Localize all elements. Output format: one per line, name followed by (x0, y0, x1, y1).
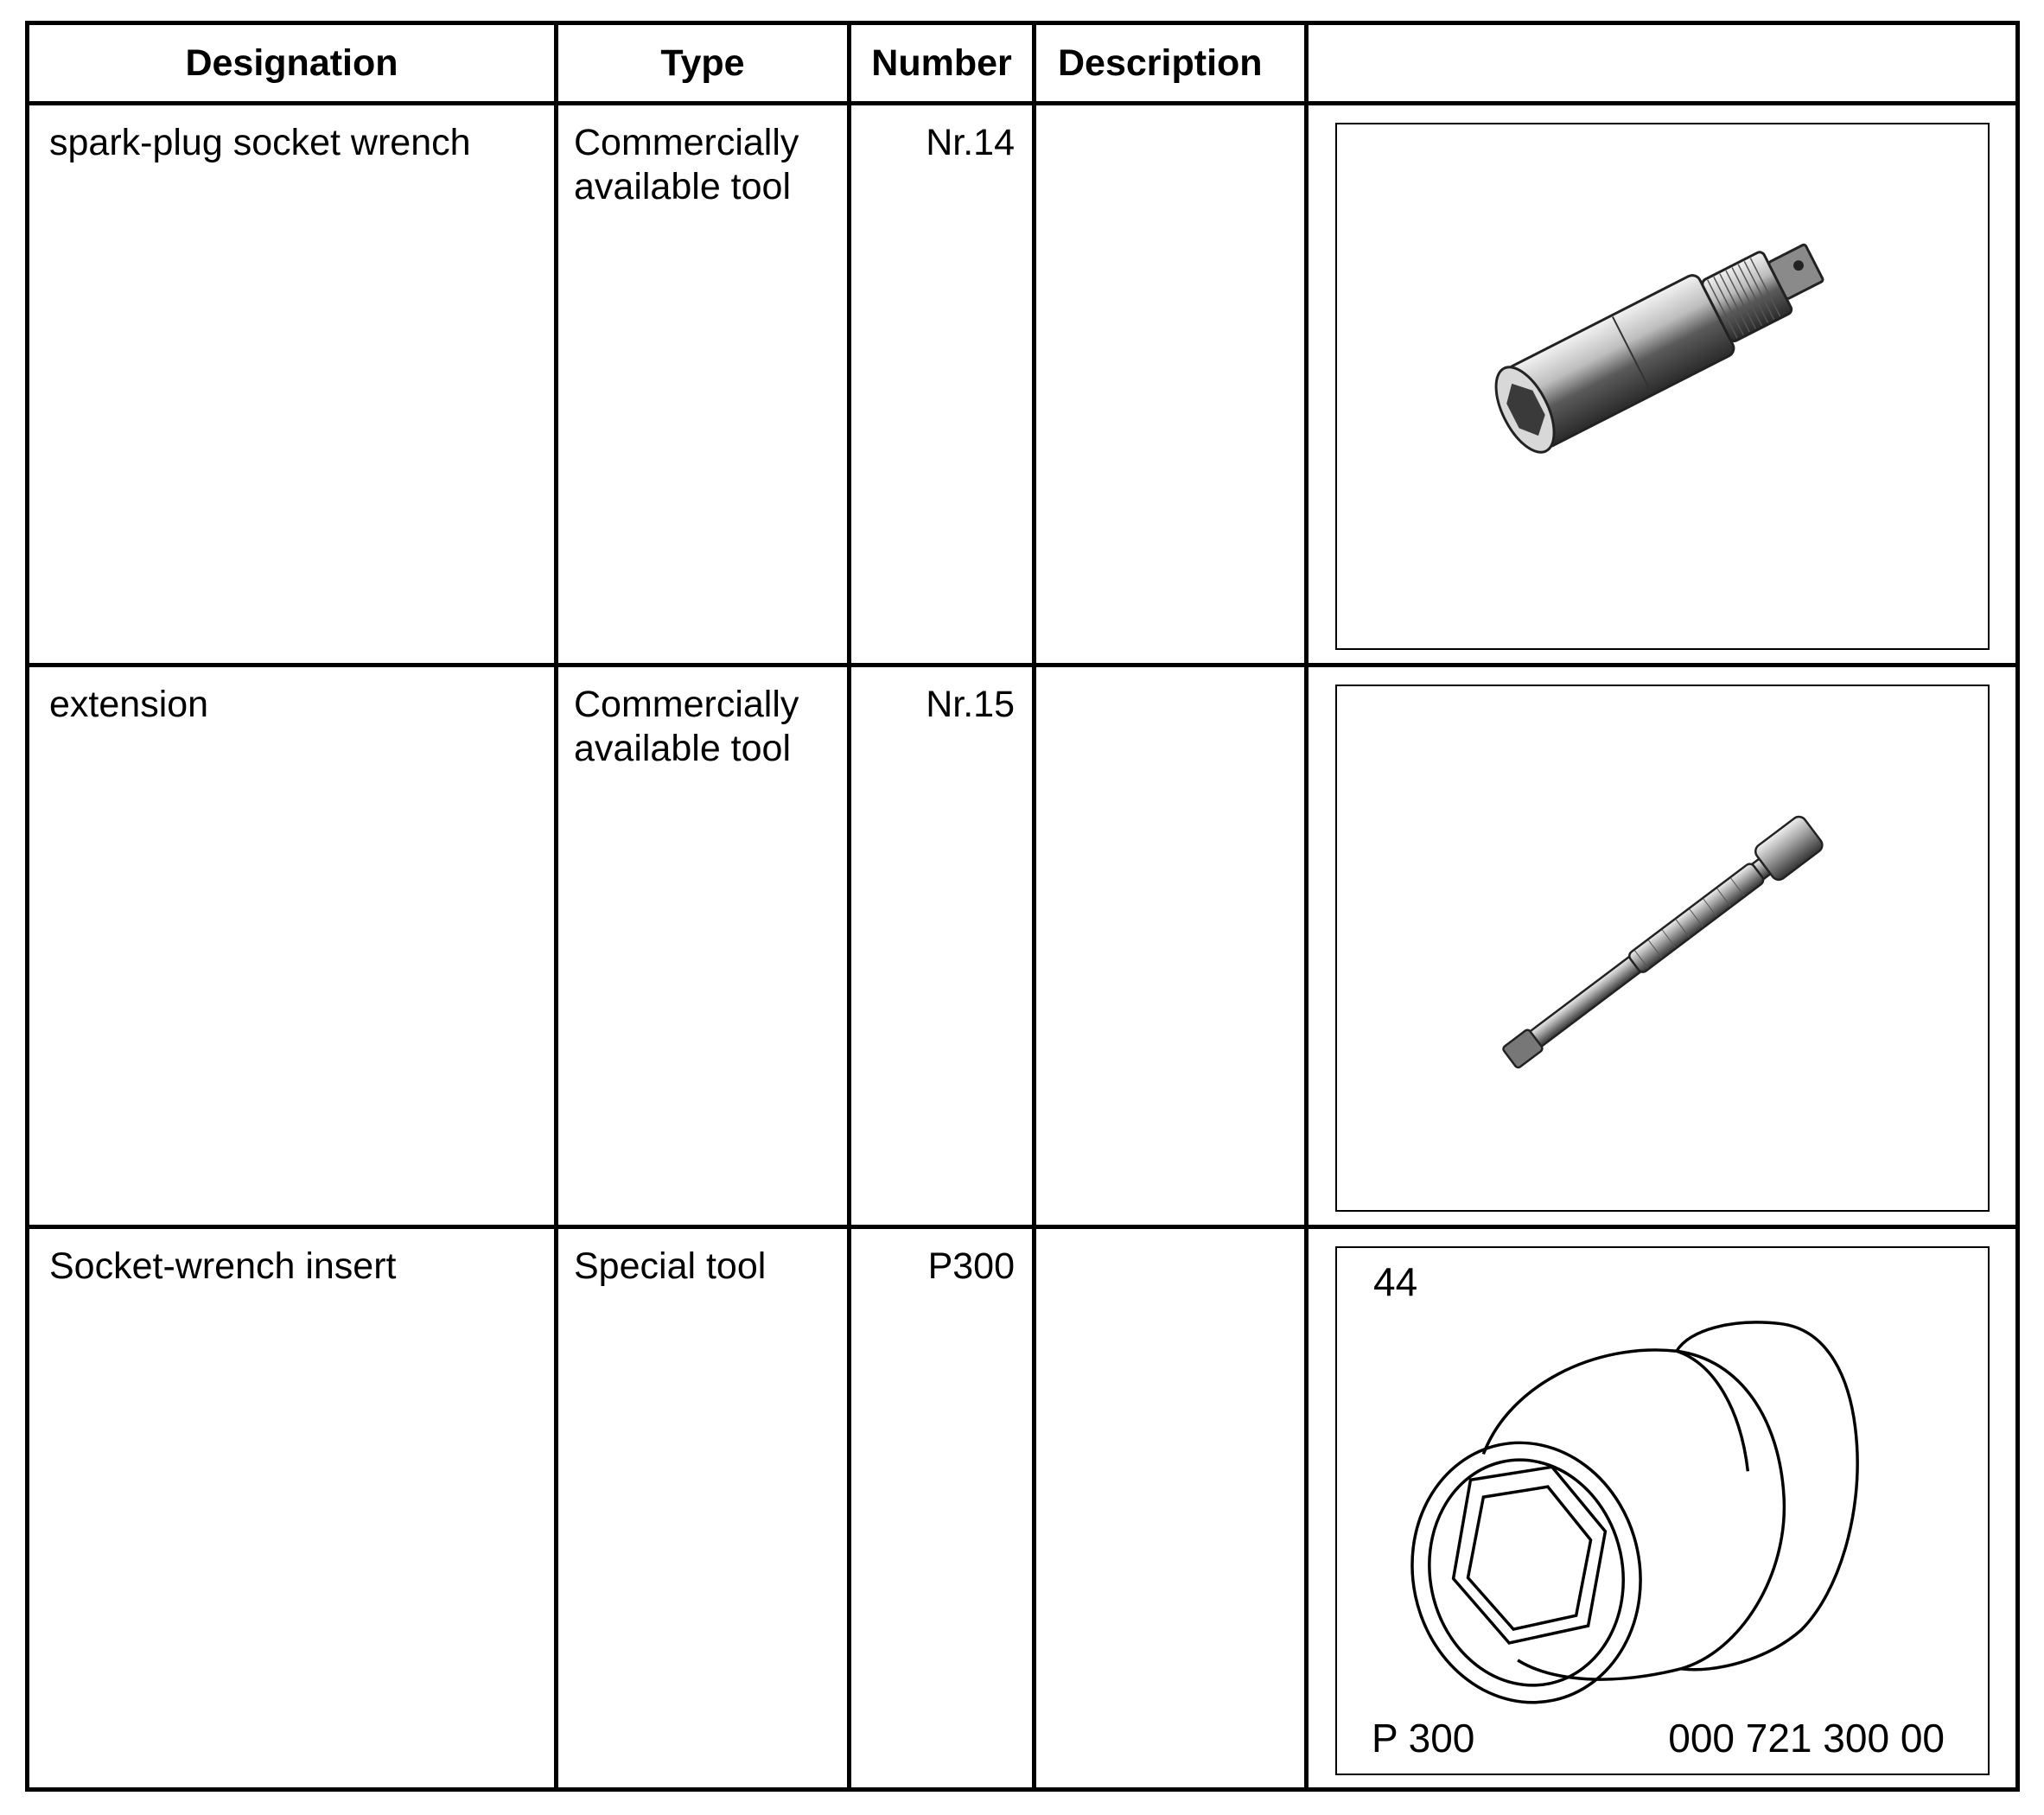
row1-number: Nr.14 (926, 122, 1015, 163)
header-designation: Designation (185, 41, 398, 84)
spark-plug-socket-icon (1337, 124, 1988, 648)
column-divider (554, 25, 558, 1787)
drawing-part-number: 000 721 300 00 (1668, 1716, 1945, 1761)
row2-description (1036, 667, 1304, 683)
row2-type: Commercially available tool (574, 684, 799, 769)
row3-designation: Socket-wrench insert (49, 1245, 397, 1287)
row2-designation: extension (49, 684, 209, 725)
row3-image (1335, 1246, 1990, 1775)
header-description: Description (1058, 41, 1263, 84)
drawing-size-label: 44 (1373, 1259, 1418, 1304)
header-type: Type (660, 41, 745, 84)
drawing-tool-code: P 300 (1372, 1716, 1475, 1761)
row1-description (1036, 105, 1304, 121)
socket-insert-drawing-icon (1337, 1248, 1988, 1774)
header-image (1309, 25, 2015, 101)
row1-image (1335, 123, 1990, 650)
row1-designation: spark-plug socket wrench (49, 122, 471, 163)
column-divider (1032, 25, 1036, 1787)
tools-table (25, 21, 2020, 1792)
row3-number: P300 (927, 1245, 1015, 1287)
row2-number: Nr.15 (926, 684, 1015, 725)
row3-description (1036, 1229, 1304, 1245)
row2-image (1335, 685, 1990, 1212)
column-divider (847, 25, 851, 1787)
header-number: Number (871, 41, 1012, 84)
column-divider (1304, 25, 1309, 1787)
row3-type: Special tool (574, 1245, 767, 1287)
row1-type: Commercially available tool (574, 122, 799, 207)
extension-bar-icon (1337, 686, 1988, 1210)
